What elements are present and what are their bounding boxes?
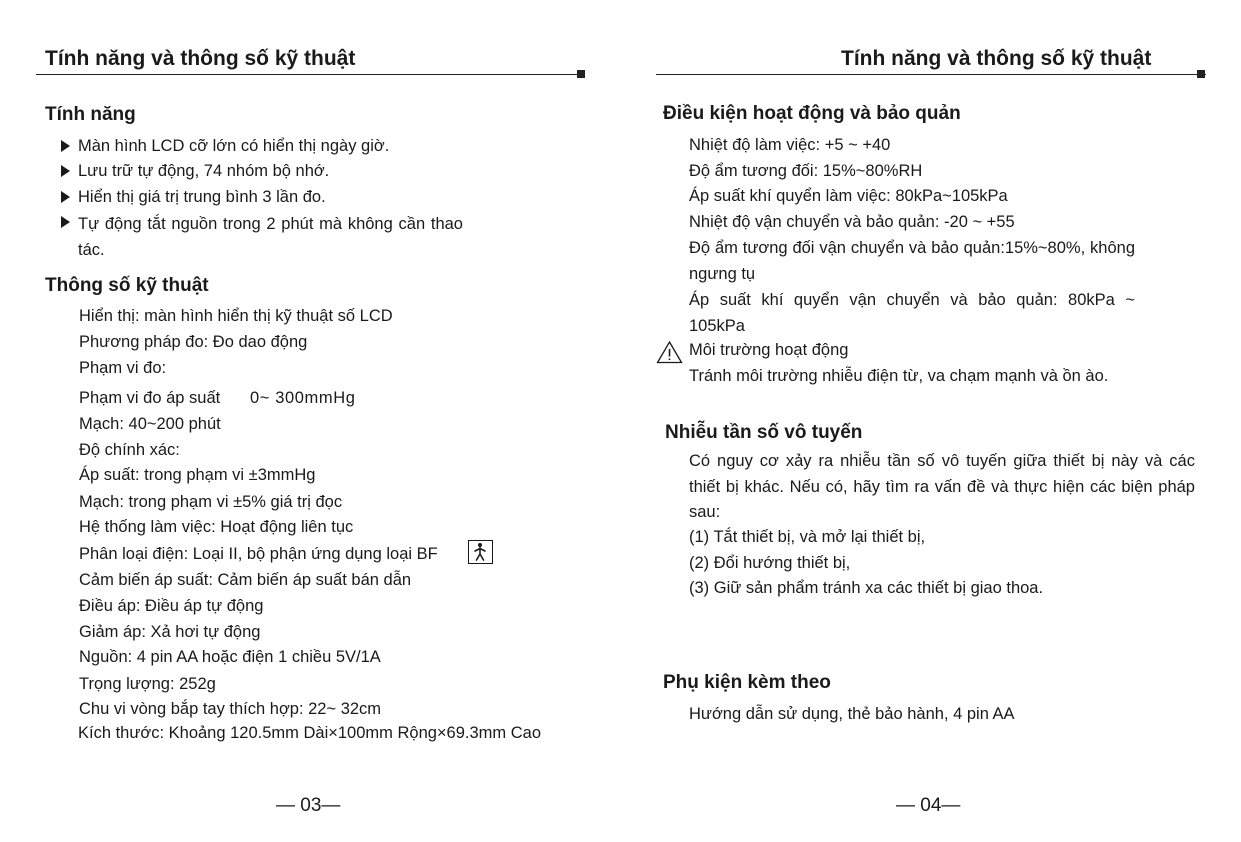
features-heading: Tính năng bbox=[45, 104, 136, 125]
spec-operation: Hệ thống làm việc: Hoạt động liên tục bbox=[79, 518, 354, 536]
left-page-number: — 03— bbox=[276, 795, 341, 816]
left-page-title: Tính năng và thông số kỹ thuật bbox=[45, 47, 356, 70]
left-rule-marker bbox=[577, 70, 585, 78]
spec-pulse-accuracy: Mạch: trong phạm vi ±5% giá trị đọc bbox=[79, 493, 343, 511]
spec-sensor: Cảm biến áp suất: Cảm biến áp suất bán dẫn bbox=[79, 571, 412, 589]
warning-icon bbox=[656, 340, 683, 364]
environment-text: Tránh môi trường nhiễu điện từ, va chạm mạnh và ồn ào. bbox=[689, 367, 1109, 385]
rf-heading: Nhiễu tần số vô tuyến bbox=[665, 422, 863, 443]
right-page-number: — 04— bbox=[896, 795, 961, 816]
spec-cuff: Chu vi vòng bắp tay thích hợp: 22~ 32cm bbox=[79, 700, 382, 718]
bf-applied-part-icon bbox=[468, 540, 493, 564]
feature-item: Lưu trữ tự động, 74 nhóm bộ nhớ. bbox=[78, 162, 330, 180]
spec-pressure-range-label: Phạm vi đo áp suất bbox=[79, 389, 221, 407]
spec-weight: Trọng lượng: 252g bbox=[79, 675, 216, 693]
conditions-heading: Điều kiện hoạt động và bảo quản bbox=[663, 103, 961, 124]
accessories-text: Hướng dẫn sử dụng, thẻ bảo hành, 4 pin AA bbox=[689, 705, 1015, 723]
spec-pressure-accuracy: Áp suất: trong phạm vi ±3mmHg bbox=[79, 466, 316, 484]
spec-pulse-range: Mạch: 40~200 phút bbox=[79, 415, 221, 433]
spec-inflation: Điều áp: Điều áp tự động bbox=[79, 597, 264, 615]
specs-heading: Thông số kỹ thuật bbox=[45, 275, 209, 296]
condition-work-pressure: Áp suất khí quyển làm việc: 80kPa~105kPa bbox=[689, 187, 1008, 205]
condition-storage-humidity: Độ ẩm tương đối vận chuyển và bảo quản:15%~80%, không ngưng tụ bbox=[689, 239, 1135, 283]
rf-intro: Có nguy cơ xảy ra nhiễu tần số vô tuyến giữa thiết bị này và các thiết bị khác. Nếu có, hãy tìm ra vấn đề và thực hiện các biện pháp sau: bbox=[689, 452, 1195, 521]
spec-dimensions: Kích thước: Khoảng 120.5mm Dài×100mm Rộng×69.3mm Cao bbox=[78, 724, 542, 742]
spec-pressure-range-value: 0~ 300mmHg bbox=[250, 389, 356, 407]
environment-label: Môi trường hoạt động bbox=[689, 341, 849, 359]
bullet-arrow-icon bbox=[61, 191, 70, 203]
bullet-arrow-icon bbox=[61, 216, 70, 228]
rf-step: (1) Tắt thiết bị, và mở lại thiết bị, bbox=[689, 528, 926, 546]
feature-item: Hiển thị giá trị trung bình 3 lần đo. bbox=[78, 188, 326, 206]
condition-work-temp: Nhiệt độ làm việc: +5 ~ +40 bbox=[689, 136, 891, 154]
feature-item: Màn hình LCD cỡ lớn có hiển thị ngày giờ. bbox=[78, 137, 390, 155]
spec-classification: Phân loại điện: Loại II, bộ phận ứng dụng loại BF bbox=[79, 545, 438, 563]
spec-deflation: Giảm áp: Xả hơi tự động bbox=[79, 623, 261, 641]
spec-power: Nguồn: 4 pin AA hoặc điện 1 chiều 5V/1A bbox=[79, 648, 381, 666]
right-page-title: Tính năng và thông số kỹ thuật bbox=[841, 47, 1152, 70]
spec-accuracy-label: Độ chính xác: bbox=[79, 441, 180, 459]
rf-step: (3) Giữ sản phẩm tránh xa các thiết bị giao thoa. bbox=[689, 579, 1044, 597]
bullet-arrow-icon bbox=[61, 140, 70, 152]
condition-humidity: Độ ẩm tương đối: 15%~80%RH bbox=[689, 162, 923, 180]
spec-display: Hiển thị: màn hình hiển thị kỹ thuật số LCD bbox=[79, 307, 393, 325]
right-title-rule bbox=[656, 74, 1206, 75]
right-rule-marker bbox=[1197, 70, 1205, 78]
feature-item: Tự động tắt nguồn trong 2 phút mà không cần thao tác. bbox=[78, 215, 463, 259]
condition-storage-temp: Nhiệt độ vận chuyển và bảo quản: -20 ~ +55 bbox=[689, 213, 1015, 231]
spec-range-label: Phạm vi đo: bbox=[79, 359, 167, 377]
condition-storage-pressure: Áp suất khí quyển vận chuyển và bảo quản: 80kPa ~ 105kPa bbox=[689, 291, 1135, 335]
left-title-rule bbox=[36, 74, 584, 75]
accessories-heading: Phụ kiện kèm theo bbox=[663, 672, 831, 693]
bullet-arrow-icon bbox=[61, 165, 70, 177]
rf-step: (2) Đổi hướng thiết bị, bbox=[689, 554, 851, 572]
spec-method: Phương pháp đo: Đo dao động bbox=[79, 333, 308, 351]
